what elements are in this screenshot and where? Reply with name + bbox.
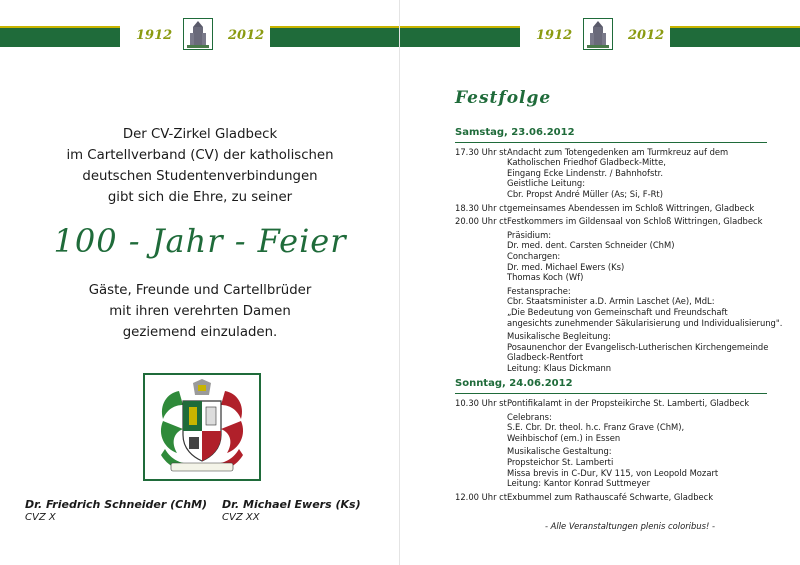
signature-role: CVZ X bbox=[25, 512, 56, 523]
event-line: Dr. med. Michael Ewers (Ks) bbox=[507, 261, 625, 272]
signature-1 bbox=[25, 498, 207, 523]
event-time: 20.00 Uhr ct bbox=[455, 216, 508, 227]
event-line: Missa brevis in C-Dur, KV 115, von Leopold Mozart bbox=[507, 467, 719, 478]
year-end: 2012 bbox=[228, 28, 265, 43]
event-line: Geistliche Leitung: bbox=[507, 178, 586, 189]
event-line: Festansprache: bbox=[507, 285, 571, 296]
signature-role: CVZ XX bbox=[222, 512, 260, 523]
event-row bbox=[455, 492, 795, 503]
year-end: 2012 bbox=[628, 28, 665, 43]
event-line: Leitung: Kantor Konrad Suttmeyer bbox=[507, 478, 651, 489]
event-line: Leitung: Klaus Dickmann bbox=[507, 362, 612, 373]
intro-line: im Cartellverband (CV) der katholischen bbox=[66, 148, 334, 163]
event-line: gemeinsames Abendessen im Schloß Wittringen, Gladbeck bbox=[507, 202, 755, 213]
event-time: 18.30 Uhr ct bbox=[455, 202, 508, 213]
event-block bbox=[507, 147, 795, 200]
event-line: „Die Bedeutung von Gemeinschaft und Freundschaft bbox=[507, 306, 728, 317]
event-line: S.E. Cbr. Dr. theol. h.c. Franz Grave (ChM), bbox=[507, 422, 685, 433]
footer-note: - Alle Veranstaltungen plenis coloribus! - bbox=[544, 521, 716, 531]
event-block bbox=[507, 203, 795, 214]
event-block bbox=[507, 492, 795, 503]
event-line: Musikalische Begleitung: bbox=[507, 331, 611, 342]
invite-text bbox=[40, 280, 360, 343]
event-block bbox=[507, 216, 795, 227]
event-block bbox=[507, 412, 795, 444]
year-start: 1912 bbox=[136, 28, 173, 43]
event-description bbox=[507, 398, 795, 489]
event-row bbox=[455, 216, 795, 373]
event-line: Weihbischof (em.) in Essen bbox=[507, 432, 621, 443]
event-line: Eingang Ecke Lindenstr. / Bahnhofstr. bbox=[507, 167, 663, 178]
event-line: Pontifikalamt in der Propsteikirche St. Lamberti, Gladbeck bbox=[507, 398, 750, 409]
invite-line: Gäste, Freunde und Cartellbrüder bbox=[88, 283, 312, 298]
event-description bbox=[507, 147, 795, 200]
day-heading: Samstag, 23.06.2012 bbox=[455, 127, 575, 138]
coat-of-arms-icon bbox=[143, 373, 261, 481]
event-line: Thomas Koch (Wf) bbox=[507, 272, 584, 283]
event-row bbox=[455, 147, 795, 200]
event-line: Exbummel zum Rathauscafé Schwarte, Gladbeck bbox=[507, 491, 714, 502]
event-line: Cbr. Propst André Müller (As; Si, F-Rt) bbox=[507, 188, 663, 199]
event-line: Cbr. Staatsminister a.D. Armin Laschet (Ae), MdL: bbox=[507, 296, 715, 307]
event-line: angesichts zunehmender Säkularisierung und Individualisierung". bbox=[507, 317, 783, 328]
invite-line: mit ihren verehrten Damen bbox=[109, 304, 291, 319]
event-line: Dr. med. dent. Carsten Schneider (ChM) bbox=[507, 240, 675, 251]
headline: 100 - Jahr - Feier bbox=[53, 222, 347, 260]
day-rule bbox=[455, 142, 767, 143]
event-time: 10.30 Uhr st bbox=[455, 398, 507, 409]
event-time: 12.00 Uhr ct bbox=[455, 491, 508, 502]
event-block bbox=[507, 446, 795, 488]
day-heading: Sonntag, 24.06.2012 bbox=[455, 378, 573, 390]
event-block bbox=[507, 398, 795, 409]
event-row bbox=[455, 203, 795, 214]
program-title: Festfolge bbox=[455, 88, 552, 108]
event-block bbox=[507, 286, 795, 328]
right-page bbox=[400, 0, 800, 565]
castle-tower-icon bbox=[183, 18, 213, 50]
event-description bbox=[507, 203, 795, 214]
signature-name: Dr. Friedrich Schneider (ChM) bbox=[25, 498, 208, 511]
event-line: Festkommers im Gildensaal von Schloß Wittringen, Gladbeck bbox=[507, 216, 763, 227]
event-line: Gladbeck-Rentfort bbox=[507, 352, 584, 363]
program bbox=[455, 128, 795, 505]
intro-line: Der CV-Zirkel Gladbeck bbox=[122, 127, 278, 142]
signature-name: Dr. Michael Ewers (Ks) bbox=[222, 498, 361, 511]
event-line: Andacht zum Totengedenken am Turmkreuz auf dem bbox=[507, 146, 729, 157]
intro-line: deutschen Studentenverbindungen bbox=[82, 169, 318, 184]
event-block bbox=[507, 230, 795, 283]
invite-line: geziemend einzuladen. bbox=[122, 325, 278, 340]
day-rule bbox=[455, 393, 767, 394]
intro-text bbox=[40, 124, 360, 208]
event-row bbox=[455, 398, 795, 489]
event-line: Musikalische Gestaltung: bbox=[507, 446, 612, 457]
event-line: Celebrans: bbox=[507, 411, 552, 422]
event-description bbox=[507, 492, 795, 503]
event-line: Conchargen: bbox=[507, 250, 561, 261]
signature-2 bbox=[222, 498, 361, 523]
event-line: Propsteichor St. Lamberti bbox=[507, 457, 614, 468]
castle-tower-icon bbox=[583, 18, 613, 50]
event-line: Präsidium: bbox=[507, 229, 552, 240]
event-line: Posaunenchor der Evangelisch-Lutherischen Kirchengemeinde bbox=[507, 341, 769, 352]
event-line: Katholischen Friedhof Gladbeck-Mitte, bbox=[507, 157, 666, 168]
year-start: 1912 bbox=[536, 28, 573, 43]
event-block bbox=[507, 331, 795, 373]
event-time: 17.30 Uhr st bbox=[455, 146, 507, 157]
event-description bbox=[507, 216, 795, 373]
intro-line: gibt sich die Ehre, zu seiner bbox=[107, 190, 293, 205]
